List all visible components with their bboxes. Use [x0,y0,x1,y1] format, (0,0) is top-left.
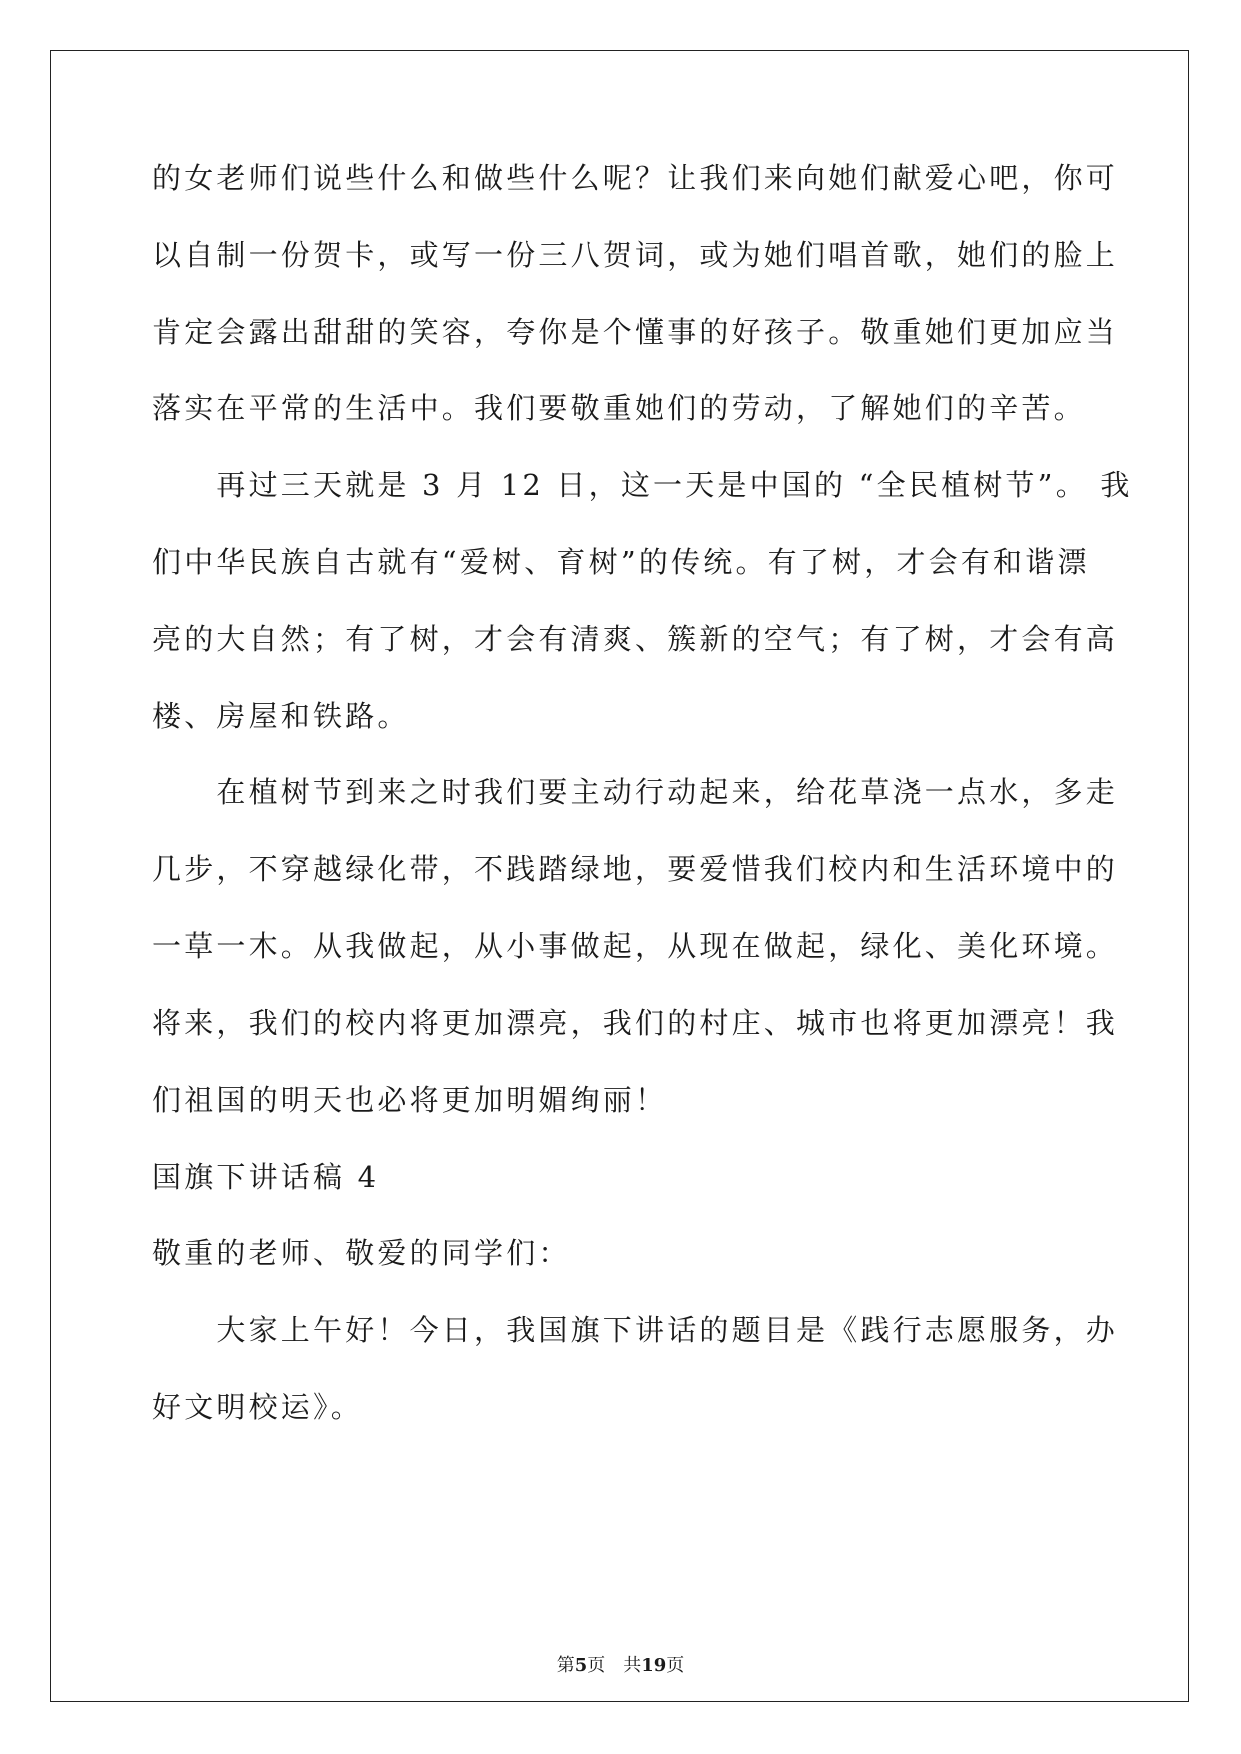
text-line: 大家上午好！今日，我国旗下讲话的题目是《践行志愿服务，办 [152,1313,1119,1347]
text-line: 在植树节到来之时我们要主动行动起来，给花草浇一点水，多走 [152,775,1119,809]
text-line: 肯定会露出甜甜的笑容，夸你是个懂事的好孩子。敬重她们更加应当 [152,315,1119,349]
salutation: 敬重的老师、敬爱的同学们： [152,1236,571,1270]
text-line: 楼、房屋和铁路。 [152,699,410,733]
footer-suffix: 页 [666,1655,685,1676]
text-line: 们中华民族自古就有“爱树、育树”的传统。有了树，才会有和谐漂 [152,545,1090,579]
text-line: 的女老师们说些什么和做些什么呢？让我们来向她们献爱心吧，你可 [152,161,1119,195]
text-line: 好文明校运》。 [152,1390,363,1424]
text-line: 落实在平常的生活中。我们要敬重她们的劳动，了解她们的辛苦。 [152,391,1086,425]
footer-middle: 页 共 [587,1655,642,1676]
page-footer [0,1655,1241,1677]
total-pages-number: 19 [641,1655,667,1676]
text-line: 亮的大自然；有了树，才会有清爽、簇新的空气；有了树，才会有高 [152,622,1119,656]
footer-prefix: 第 [556,1655,575,1676]
current-page-number: 5 [574,1655,588,1676]
text-line: 将来，我们的校内将更加漂亮，我们的村庄、城市也将更加漂亮！我 [152,1006,1119,1040]
text-line: 再过三天就是 3 月 12 日，这一天是中国的 “全民植树节”。 我 [152,468,1133,502]
text-line: 一草一木。从我做起，从小事做起，从现在做起，绿化、美化环境。 [152,929,1119,963]
text-line: 以自制一份贺卡，或写一份三八贺词，或为她们唱首歌，她们的脸上 [152,238,1119,272]
section-heading: 国旗下讲话稿 4 [152,1160,380,1194]
text-line: 们祖国的明天也必将更加明媚绚丽！ [152,1083,668,1117]
text-line: 几步，不穿越绿化带，不践踏绿地，要爱惜我们校内和生活环境中的 [152,852,1119,886]
